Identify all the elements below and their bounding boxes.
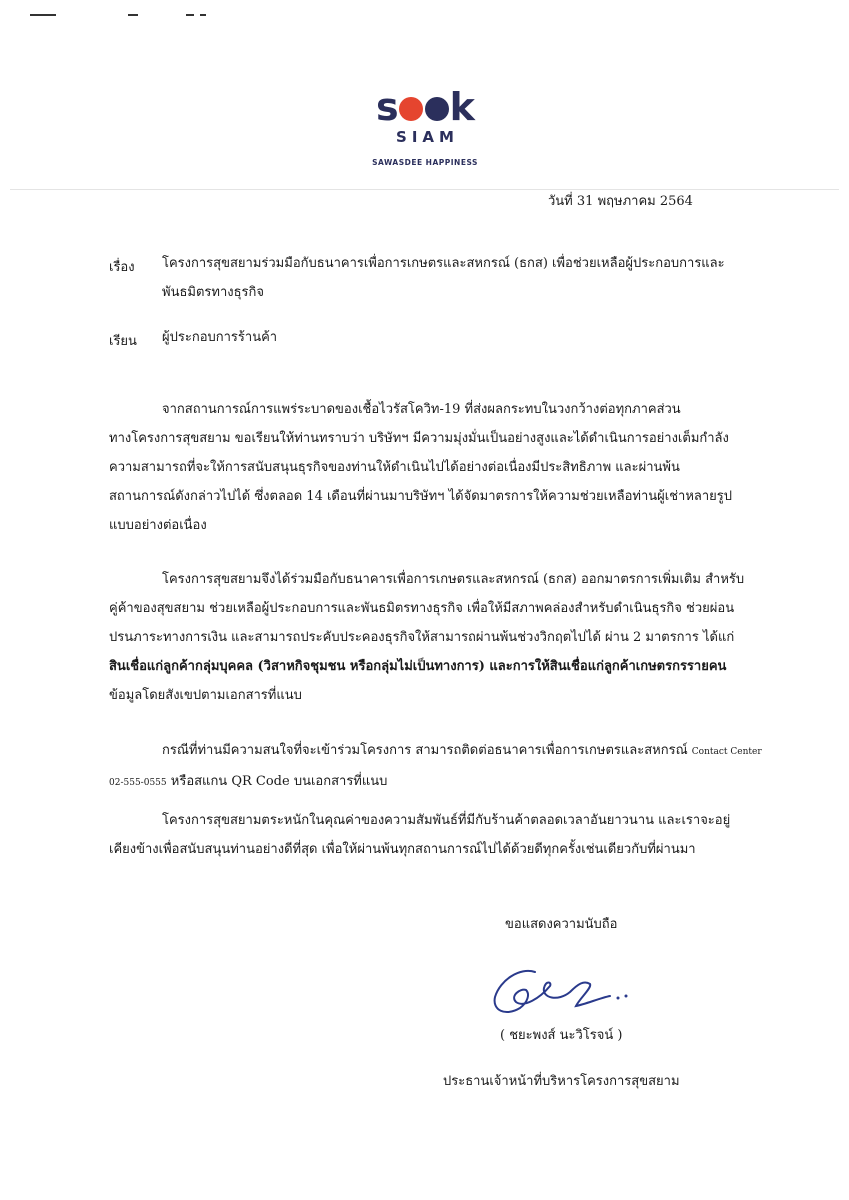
signer-position: ประธานเจ้าหน้าที่บริหารโครงการสุขสยาม bbox=[443, 1074, 680, 1089]
signer-name: ( ชยะพงส์ นะวิโรจน์ ) bbox=[500, 1028, 623, 1043]
recipient-label: เรียน bbox=[109, 334, 137, 349]
sook-siam-logo bbox=[360, 85, 490, 167]
recipient-value: ผู้ประกอบการร้านค้า bbox=[162, 330, 278, 345]
logo-dot-icon bbox=[399, 97, 423, 121]
letter-date: วันที่ 31 พฤษภาคม 2564 bbox=[548, 194, 693, 209]
logo-subtitle: SIAM bbox=[396, 128, 459, 146]
signature-image bbox=[480, 962, 650, 1032]
scan-marks bbox=[30, 14, 230, 24]
closing-text: ขอแสดงความนับถือ bbox=[505, 917, 618, 932]
logo-dot-icon bbox=[425, 97, 449, 121]
paragraph-2: โครงการสุขสยามจึงได้ร่วมมือกับธนาคารเพื่อการเกษตรและสหกรณ์ (ธกส) ออกมาตรการเพิ่มเติม สำหรับ คู่ค้าของสุขสยาม ช่วยเหลือผู้ประกอบการและพันธมิตรทางธุรกิจ เพื่อให้มีสภาพคล่องสำหรับดำเนินธุรกิจ ช่วยผ่อน ปรนภาระทางการเงิน และสามารถประคับประคองธุรกิจให้สามารถผ่านพ้นช่วงวิกฤตไปได้ ผ่าน 2 มาตรการ ได้แก่ สินเชื่อแก่ลูกค้ากลุ่มบุคคล (วิสาหกิจชุมชน หรือกลุ่มไม่เป็นทางการ) และการให้สินเชื่อแก่ลูกค้าเกษตรกรรายคน ข้อมูลโดยสังเขปตามเอกสารที่แนบ bbox=[109, 572, 745, 703]
paragraph-3: กรณีที่ท่านมีความสนใจที่จะเข้าร่วมโครงการ สามารถติดต่อธนาคารเพื่อการเกษตรและสหกรณ์ Contact Center 02-555-0555 หรือสแกน QR Code บนเอกสารที่แนบ bbox=[109, 743, 762, 789]
logo-tagline: SAWASDEE HAPPINESS bbox=[372, 158, 478, 167]
logo-wordmark: s k bbox=[376, 85, 474, 129]
paragraph-1: จากสถานการณ์การแพร่ระบาดของเชื้อไวรัสโควิท-19 ที่ส่งผลกระทบในวงกว้างต่อทุกภาคส่วน ทางโครงการสุขสยาม ขอเรียนให้ท่านทราบว่า บริษัทฯ มีความมุ่งมั่นเป็นอย่างสูงและได้ดำเนินการอย่างเต็มกำลัง ความสามารถที่จะให้การสนับสนุนธุรกิจของท่านให้ดำเนินไปได้อย่างต่อเนื่องมีประสิทธิภาพ และผ่านพ้น สถานการณ์ดังกล่าวไปได้ ซึ่งตลอด 14 เดือนที่ผ่านมาบริษัทฯ ได้จัดมาตรการให้ความช่วยเหลือท่านผู้เช่าหลายรูป แบบอย่างต่อเนื่อง bbox=[109, 402, 733, 533]
header-divider bbox=[10, 189, 839, 190]
paragraph-4: โครงการสุขสยามตระหนักในคุณค่าของความสัมพันธ์ที่มีกับร้านค้าตลอดเวลาอันยาวนาน และเราจะอยู่ เคียงข้างเพื่อสนับสนุนท่านอย่างดีที่สุด เพื่อให้ผ่านพ้นทุกสถานการณ์ไปได้ด้วยดีทุกครั้งเช่นเดียวกับที่ผ่านมา bbox=[109, 813, 731, 857]
subject-text: โครงการสุขสยามร่วมมือกับธนาคารเพื่อการเกษตรและสหกรณ์ (ธกส) เพื่อช่วยเหลือผู้ประกอบการและ พันธมิตรทางธุรกิจ bbox=[162, 256, 725, 300]
subject-label: เรื่อง bbox=[109, 260, 135, 275]
